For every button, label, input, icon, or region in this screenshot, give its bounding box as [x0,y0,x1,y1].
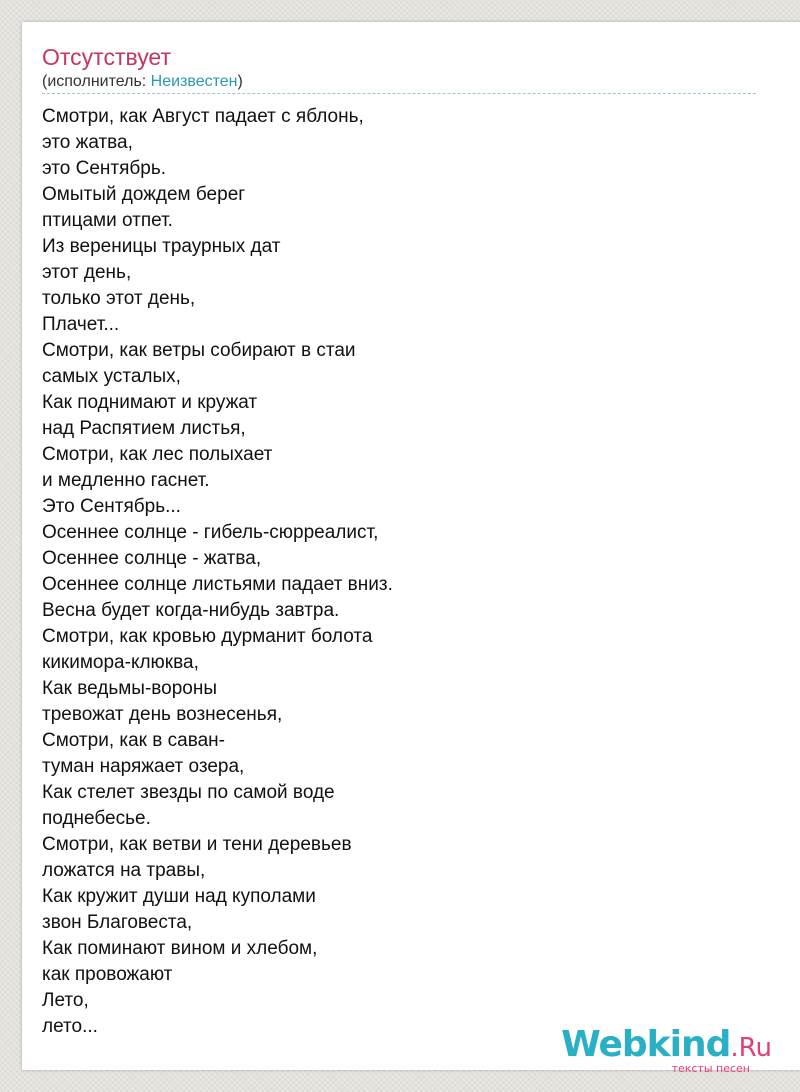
song-title: Отсутствует [42,44,171,70]
lyric-line: Смотри, как в саван- [42,730,225,751]
lyric-line: это жатва, [42,132,133,153]
lyrics-text [42,104,393,1040]
lyric-line: поднебесье. [42,808,151,829]
lyric-line: ложатся на травы, [42,860,206,881]
lyric-line: Смотри, как ветры собирают в стаи [42,340,356,361]
lyric-line: Осеннее солнце - жатва, [42,548,262,569]
lyric-line: Осеннее солнце листьями падает вниз. [42,574,393,595]
lyric-line: Как ведьмы-вороны [42,678,218,699]
lyric-line: Лето, [42,990,89,1011]
lyric-line: это Сентябрь. [42,158,167,179]
webkind-logo[interactable] [561,1025,772,1076]
lyric-line: звон Благовеста, [42,912,193,933]
lyric-line: Из вереницы траурных дат [42,236,281,257]
lyric-line: лето... [42,1016,98,1037]
lyric-line: Как поднимают и кружат [42,392,258,413]
lyric-line: Смотри, как лес полыхает [42,444,273,465]
lyric-line: этот день, [42,262,132,283]
lyric-line: Омытый дождем берег [42,184,246,205]
lyric-line: туман наряжает озера, [42,756,245,777]
lyric-line: птицами отпет. [42,210,173,231]
lyric-line: кикимора-клюква, [42,652,199,673]
title-divider [42,93,756,94]
lyric-line: Это Сентябрь... [42,496,181,517]
lyric-line: Как поминают вином и хлебом, [42,938,318,959]
lyrics-card [22,22,800,1075]
lyric-line: Смотри, как Август падает с яблонь, [42,106,364,127]
artist-prefix: (исполнитель: [42,73,151,90]
lyric-line: самых усталых, [42,366,181,387]
artist-link[interactable]: Неизвестен [150,73,238,90]
logo-tagline: тексты песен [671,1062,750,1075]
lyric-line: Весна будет когда-нибудь завтра. [42,600,340,621]
lyric-line: Осеннее солнце - гибель-сюрреалист, [42,522,379,543]
lyric-line: Смотри, как ветви и тени деревьев [42,834,352,855]
lyric-line: только этот день, [42,288,196,309]
artist-line [42,71,243,93]
logo-ru-text: .Ru [730,1033,772,1063]
lyric-line: Смотри, как кровью дурманит болота [42,626,373,647]
lyric-line: тревожат день вознесенья, [42,704,283,725]
lyric-line: Плачет... [42,314,120,335]
logo-web-text: Webkind [561,1024,731,1065]
artist-suffix: ) [237,73,243,90]
lyric-line: как провожают [42,964,173,985]
lyric-line: над Распятием листья, [42,418,246,439]
lyric-line: Как стелет звезды по самой воде [42,782,335,803]
lyric-line: и медленно гаснет. [42,470,210,491]
lyric-line: Как кружит души над куполами [42,886,316,907]
